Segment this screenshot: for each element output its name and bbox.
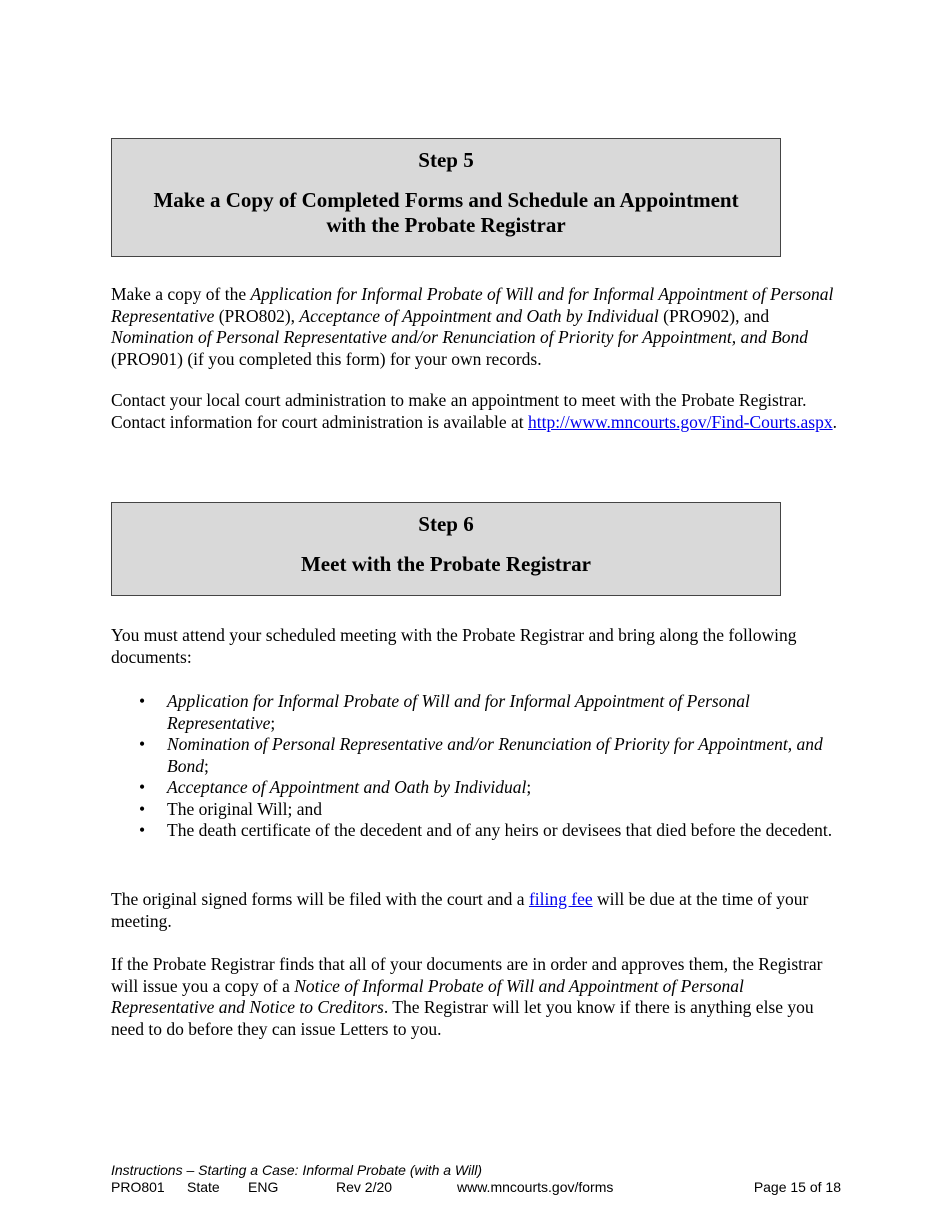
document-text: ; <box>203 755 209 776</box>
footer-page-number: Page 15 of 18 <box>753 1179 841 1195</box>
bullet-icon: • <box>139 734 146 754</box>
step-5-header-box <box>111 138 781 257</box>
document-text: ; <box>526 777 532 797</box>
step-5-number: Step 5 <box>418 148 474 172</box>
text-run: . The Registrar will let you know if there is anything else you need to do before they can issue Letters to you. <box>111 997 814 1039</box>
footer-info-row <box>111 1179 841 1197</box>
text-run: (PRO802), <box>214 305 300 326</box>
form-name-pro901: Nomination of Personal Representative and/or Renunciation of Priority for Appointment, and Bond <box>111 327 809 347</box>
registrar-approval-paragraph <box>111 954 841 1040</box>
text-run: If the Probate Registrar finds that all of your documents are in order and approves them, the Registrar will issue you a copy of a <box>111 954 823 996</box>
bullet-icon: • <box>139 798 146 819</box>
document-list-item <box>111 799 846 821</box>
notice-form-name: Notice of Informal Probate of Will and Appointment of Personal Representative and Notice to Creditors <box>111 975 744 1017</box>
document-text: The original Will; and <box>167 798 322 819</box>
step-5-title: Make a Copy of Completed Forms and Schedule an Appointment with the Probate Registrar <box>153 188 739 237</box>
footer-scope: State <box>187 1179 220 1195</box>
step-6-number: Step 6 <box>418 512 474 536</box>
text-run: Make a copy of the <box>111 284 251 304</box>
text-run: will be due at the time of your meeting. <box>111 889 809 931</box>
bullet-icon: • <box>139 820 146 840</box>
step-6-title: Meet with the Probate Registrar <box>300 552 591 576</box>
document-name: Nomination of Personal Representative and/or Renunciation of Priority for Appointment, and Bond <box>167 734 823 776</box>
required-documents-list <box>111 691 846 842</box>
footer-language: ENG <box>248 1179 279 1195</box>
document-text: The death certificate of the decedent and of any heirs or devisees that died before the decedent. <box>167 820 833 840</box>
bullet-icon: • <box>139 777 146 797</box>
document-list-item <box>111 734 846 777</box>
attend-meeting-paragraph: You must attend your scheduled meeting with the Probate Registrar and bring along the following documents: <box>111 625 797 667</box>
text-run: . <box>832 411 837 432</box>
document-name: Application for Informal Probate of Will and for Informal Appointment of Personal Representative <box>167 691 750 733</box>
footer-website: www.mncourts.gov/forms <box>457 1179 614 1195</box>
filing-fee-paragraph <box>111 889 841 932</box>
document-name: Acceptance of Appointment and Oath by Individual <box>167 777 527 797</box>
text-run: (PRO902), and <box>658 305 770 326</box>
document-text: ; <box>270 712 276 733</box>
copy-forms-paragraph <box>111 284 841 370</box>
filing-fee-link[interactable]: filing fee <box>528 889 593 909</box>
bullet-icon: • <box>139 691 146 711</box>
find-courts-link[interactable]: http://www.mncourts.gov/Find-Courts.aspx <box>527 411 833 432</box>
text-run: (PRO901) (if you completed this form) for your own records. <box>111 348 542 369</box>
document-list-item <box>111 691 846 734</box>
text-run: The original signed forms will be filed with the court and a <box>111 889 529 909</box>
form-name-pro902: Acceptance of Appointment and Oath by Individual <box>299 305 659 326</box>
contact-court-paragraph <box>111 390 841 433</box>
document-list-item <box>111 820 846 842</box>
footer-title: Instructions – Starting a Case: Informal Probate (with a Will) <box>111 1162 483 1178</box>
footer-revision: Rev 2/20 <box>336 1179 393 1195</box>
document-list-item <box>111 777 846 799</box>
form-name-pro802: Application for Informal Probate of Will and for Informal Appointment of Personal Representative <box>111 284 834 326</box>
step-6-header-box <box>111 502 781 596</box>
text-run: Contact your local court administration to make an appointment to meet with the Probate Registrar. Contact information for court administration is available at <box>111 390 807 432</box>
footer-form-code: PRO801 <box>111 1179 165 1195</box>
